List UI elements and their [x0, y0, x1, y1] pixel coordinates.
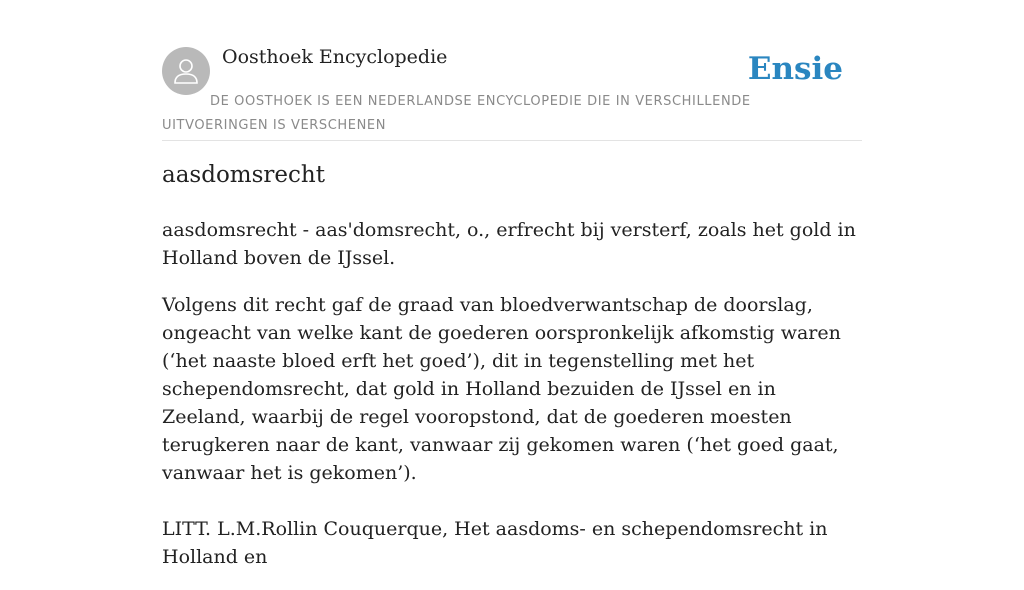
- article-paragraph: Volgens dit recht gaf de graad van bloedverwantschap de doorslag, ongeacht van welke kant de goederen oorspronkelijk afkomstig waren (‘het naaste bloed erft het goed’), dit in tegenstelling met het schependomsrecht, dat gold in Holland bezuiden de IJssel en in Zeeland, waarbij de regel vooropstond, dat de goederen moesten terugkeren naar de kant, vanwaar zij gekomen waren (‘het goed gaat, vanwaar het is gekomen’).: [162, 294, 841, 484]
- ensie-logo[interactable]: Ensie: [747, 51, 843, 87]
- article-title: aasdomsrecht: [162, 162, 325, 188]
- article-paragraph: aasdomsrecht - aas'domsrecht, o., erfrecht bij versterf, zoals het gold in Holland boven de IJssel.: [162, 219, 856, 269]
- article-body: [162, 216, 862, 590]
- header: [162, 0, 862, 141]
- site-name[interactable]: Oosthoek Encyclopedie: [222, 46, 448, 68]
- avatar[interactable]: [162, 47, 210, 95]
- user-icon: [171, 56, 201, 86]
- site-tagline: DE OOSTHOEK IS EEN NEDERLANDSE ENCYCLOPEDIE DIE IN VERSCHILLENDE UITVOERINGEN IS VERSCHENEN: [162, 94, 751, 133]
- literature-reference: LITT. L.M.Rollin Couquerque, Het aasdoms- en schependomsrecht in Holland en: [162, 518, 828, 568]
- page: [162, 0, 862, 568]
